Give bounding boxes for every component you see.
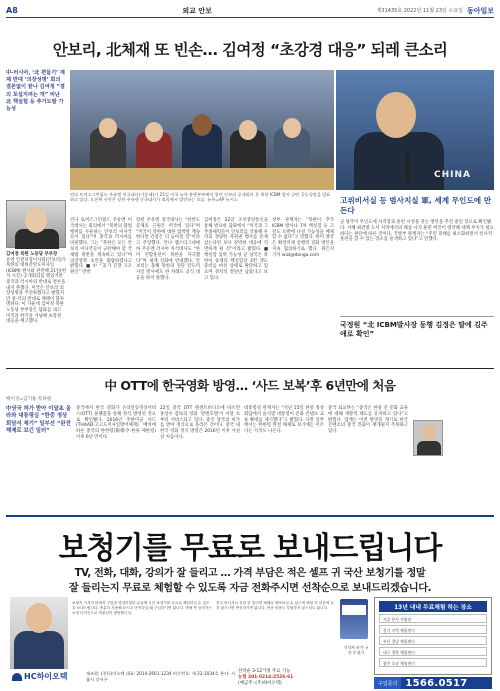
photo-head xyxy=(283,118,301,138)
newspaper-logo: 동아일보 xyxy=(466,5,494,15)
photo-caption: 린다 토머스그린필드 주유엔 미국대사(가운데)가 21일 미국 뉴욕 유엔본부에서 열린 안보리 공개회의 후 북한 ICBM 발사 규탄 공동성명을 발표하고 있다. 오른쪽 사진은 장쥔 주유엔 중국대사가 회의에서 발언하는 모습. 뉴욕=AP 뉴시스 xyxy=(70,192,331,203)
ad-doctor-photo xyxy=(10,597,68,669)
ad-account-holder: (예금주: (주)하이오텍) xyxy=(238,681,282,686)
portrait-face xyxy=(422,425,436,441)
photo-head xyxy=(99,118,117,138)
article2-column: 중국에서 한국 영화가 온라인동영상서비스(OTT) 플랫폼을 통해 정식 방영된 것으로 확인됐다. 2016년 주한미군 사드(THAAD·고고도미사일방어체계) 배치에 따른 중국의 한한령(限韓令·한류 제한령) 이후 6년 만이다. xyxy=(76,406,156,440)
ad-body-text: 보청기 가격이 비싸서 구입을 망설이셨던 분들께 국산 보청기를 무료로 체험하실 수 있도록 보내드립니다. 충분히 사용해 보시고 만족하실 때 구입하시면 됩니다. 귀에 쏙 들어가는 소형 디자인으로 착용감이 편안합니다. xyxy=(72,601,212,615)
ad-company-logo xyxy=(12,671,67,682)
photo-desk xyxy=(70,168,334,190)
masthead xyxy=(6,4,494,18)
photo-head xyxy=(192,114,212,136)
ad-phone-number: 1566.0517 xyxy=(405,677,468,689)
ad-card-row: 서울 본사 직영점 xyxy=(379,614,487,623)
photo-head xyxy=(239,120,257,140)
issue-info: 제31435호 2022년 11월 23일 수요일 xyxy=(376,8,463,14)
china-nameplate: CHINA xyxy=(434,170,471,180)
ad-company-name: HC하이오텍 xyxy=(24,672,68,681)
section-title: 외교 안보 xyxy=(182,6,212,15)
ad-subtitle: 잘 들리는지 무료로 체험할 수 있도록 자금 전화주시면 선착순으로 보내드리겠습니다. xyxy=(68,583,432,594)
ad-bank-account: 농협 301-0214-2526-61 xyxy=(238,675,294,680)
photo-suit xyxy=(14,631,64,669)
article1-column: 김여정은 22일 조선중앙통신을 통해 발표한 담화에서 “미국과 그 추종세력들이 안보리를 악용해 우리의 정당한 자위권 행사를 문제 삼는다면 보다 강력한 대응에 직면하게 될 것”이라고 밝혔다. ■ 핵실험 임박 가능성 군 당국은 북한이 풍계리 핵실험장 3번 갱도 준비를 마친 상태로 판단하고 있으며 정치적 결단만 남았다고 보고 있다. xyxy=(204,218,268,281)
ad-offer-line: 선착순 3-12가정 무료 기능 xyxy=(238,669,291,674)
ad-card-title: 13년 내내 무료체험 하는 장소 xyxy=(379,601,487,612)
hearing-aid-advertisement xyxy=(6,515,494,687)
logo-mark-icon xyxy=(12,673,22,681)
photo-head xyxy=(145,122,163,142)
portrait-coat xyxy=(417,441,441,456)
portrait-face xyxy=(25,207,47,233)
article1-body-left xyxy=(6,252,66,325)
article2-headline: 中 OTT에 한국영화 방영… ‘사드 보복’후 6년만에 처음 xyxy=(104,378,396,393)
ad-phone-box xyxy=(374,677,492,689)
article1-column: 린다 토머스그린필드 주유엔 미국대사는 회의에서 “북한의 불법 행위를 두둔하는 안보리 이사국들이 있다”며 중국과 러시아를 비판했다. 그는 “북한은 모든 안보리 이사국들이 규탄해야 할 국제법 위반을 계속하고 있다”며 의장성명 초안을 회람하겠다고 밝혔다. ■ 中 “美가 긴장 고조 원인” 반박 xyxy=(70,218,132,276)
portrait-caption: 김여정 북한 노동당 부부장 xyxy=(6,252,58,257)
article1-body-text: 유엔 안전보장이사회(안보리)가 북한의 대륙간탄도미사일(ICBM) 발사와 관련해 21일(현지 시간) 공개회의를 열었지만 중국과 러시아의 반대로 결론을 내지 못했다. 미국은 안보리 의장성명을 추진하겠다고 밝혔지만 중-러의 반대로 채택이 불투명하다. 이 가운데 김여정 북한 노동당 부부장은 담화를 내고 미국과 한국을 겨냥해 초강경 대응을 예고했다. xyxy=(6,257,67,325)
photo-face xyxy=(26,603,52,633)
package-label xyxy=(342,605,366,615)
ad-body-text: 전국 어디서나 전화 한 통이면 택배로 받아보실 수 있으며 체험 후 마음에 들지 않으시면 반송하시면 됩니다. 반송 비용도 부담하지 않으셔도 됩니다. xyxy=(216,601,334,610)
microphone xyxy=(406,152,409,182)
article1-column: 정부 관계자는 “북한이 추가 ICBM 발사나 7차 핵실험 등 고강도 도발에 나설 가능성을 배제할 수 없다”고 말했다. 한미 양국은 확장억제 실행력 강화 방안을 지속 협의하기로 했다. 위은지 기자 wizi@donga.com xyxy=(272,218,334,258)
article1-headline: 안보리, 北체재 또 빈손… 김여정 “초강경 대응” 되레 큰소리 xyxy=(52,41,448,59)
unsc-meeting-photo xyxy=(70,70,334,190)
photo-head xyxy=(376,92,416,138)
page-number: A8 xyxy=(6,6,18,15)
photo-suit xyxy=(354,132,444,190)
china-ambassador-photo xyxy=(336,70,494,190)
side-headline: 고위비서실 등 범사지실 軍, 세계 무인도에 만든다 xyxy=(340,196,492,215)
article2-column: 중국 외교부는 “중국은 한중 간 문화 교류에 대해 개방적 태도를 유지하고 있다”고 밝혔다. 업계는 이번 방영을 계기로 한국 콘텐츠의 중국 진출이 재개될지 주목하고 있다. xyxy=(328,406,408,435)
ad-card-row: 경기 지역 체험센터 xyxy=(379,625,487,634)
article2-byline: 베이징=김기용 특파원 xyxy=(6,397,52,402)
article2-column: 22일 중국 OTT 텐센트비디오에 따르면 홍상수 감독의 영화 ‘강변호텔’이 이달 초부터 서비스되고 있다. 중국 당국의 허가를 받아 정식으로 올라온 것이다. 중국 내 한국 영화 정식 방영은 2016년 이후 사실상 처음이다. xyxy=(160,406,240,440)
kim-yo-jong-portrait xyxy=(6,200,66,248)
ad-phone-label: 구입문의 xyxy=(374,677,401,689)
ad-trial-card xyxy=(374,597,492,675)
ad-card-row: 광주 호남 체험센터 xyxy=(379,658,487,667)
side-box-headline: 국정원 “北 ICBM발사장 동행 김정은 딸에 김주애로 확인” xyxy=(340,316,494,339)
ad-card-row: 부산 경남 체험센터 xyxy=(379,636,487,645)
side-article-body: 군 당국이 무인도에 사격장과 훈련 시설을 짓는 방안을 추진 중인 것으로 확인됐다. 서해 최전방 도서 지역에서의 해상 사격 훈련 여건이 열악해 대체 부지가 필요하다는 판단에 따른 것이다. 국방부 관계자는 “주민 피해를 최소화하면서 실사격 훈련을 할 수 있는 장소를 물색하고 있다”고 말했다. xyxy=(340,220,494,243)
ad-subtitle: TV, 전화, 대화, 강의가 잘 들리고 … 가격 부담은 적은 셀프 귀 국산 보청기를 정말 xyxy=(74,568,426,579)
ad-title: 보청기를 무료로 보내드립니다 xyxy=(58,531,442,566)
ad-bank-info xyxy=(238,669,370,687)
article1-deck: 中-러시아, ‘北 편들기’ 계제 반대 ‘의장성명’ 회의 결론없이 끝나 김여정 “결의 포섭지려는 개” 비난 北 핵실험 등 추가도발 가능성 xyxy=(6,70,65,113)
reporter-portrait xyxy=(413,420,443,456)
article2-deck: 中당국 허가 받아 이달초 올라와 대통령실 “한중 정상회담서 제기” 일부선 “완전해제로 보긴 일러” xyxy=(6,406,71,435)
hearing-aid-package-image xyxy=(340,599,368,639)
section-divider xyxy=(6,368,494,369)
article2-column: 대통령실 관계자는 “지난 15일 한중 정상회담에서 윤석열 대통령이 문화 콘텐츠 교류 확대를 제기했다”고 밝혔다. 다만 일부에서는 한한령 완전 해제로 보기에는 이르다는 지적도 나온다. xyxy=(244,406,324,435)
ad-company-contact: 제조원: (주)하이오텍 대표: 2014-2601-1234 허가번호: 제 22-1034호 본사: 서울시 강서구 xyxy=(86,671,235,682)
ad-card-row: 대구 경북 체험센터 xyxy=(379,647,487,656)
article1-column: 장쥔 주유엔 중국대사는 “한반도 문제의 근원은 미국에 있다”며 “미국이 북한에 대한 압박만 계속한다면 긴장은 더 높아질 것”이라고 주장했다. 안나 옙스티그네예바 주유엔 러시아 차석대사도 “한미 연합훈련이 북한을 자극했다”며 제재 강화에 반대했다. 안보리는 올해 북한의 잇단 탄도미사일 발사에도 한 차례도 공식 대응을 하지 못했다. xyxy=(136,218,200,281)
ad-certification: 식약처 허가 국산 보청기 xyxy=(343,645,369,655)
